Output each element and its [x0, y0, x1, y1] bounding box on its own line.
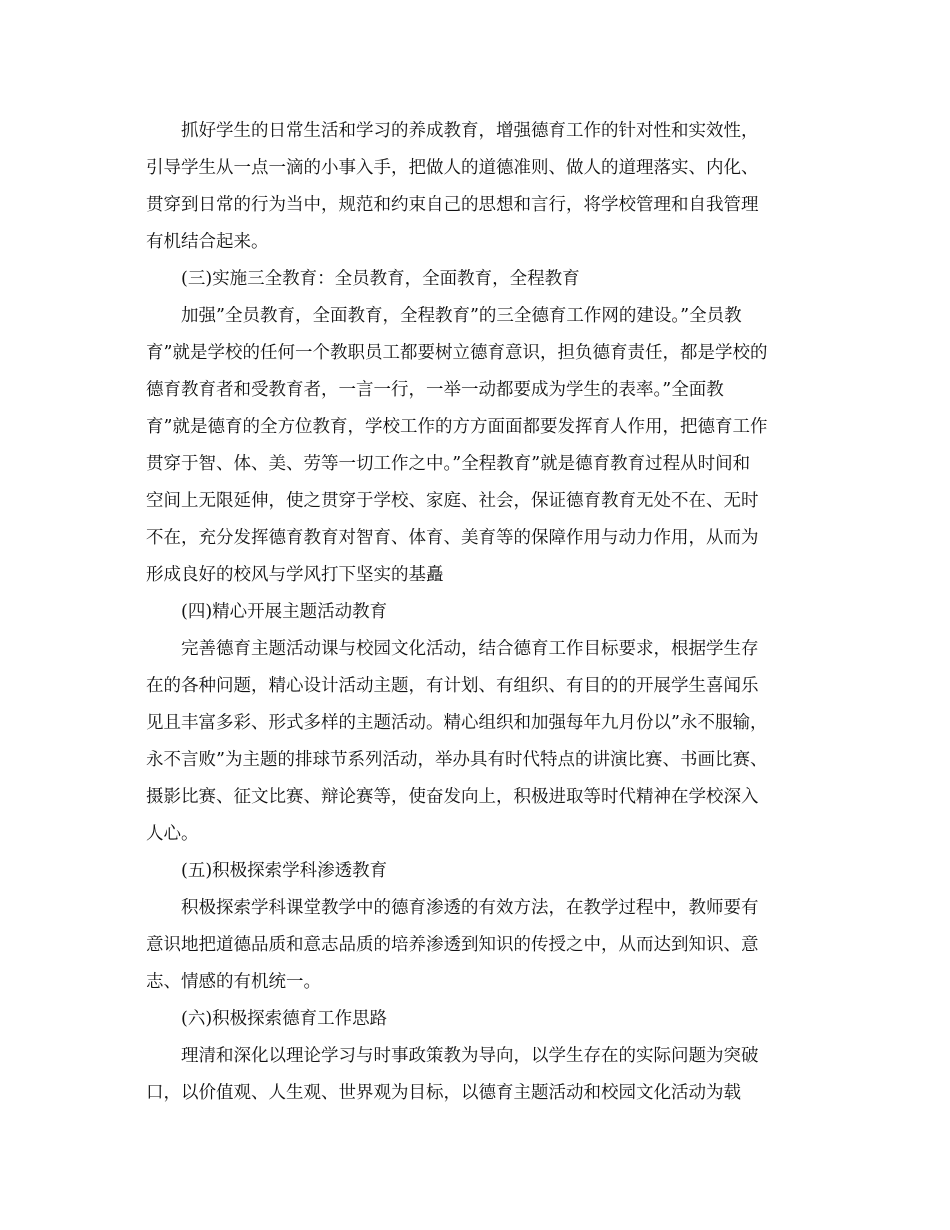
paragraph-line: 不在，充分发挥德育教育对智育、体育、美育等的保障作用与动力作用，从而为	[146, 528, 759, 548]
paragraph-line: 贯穿于智、体、美、劳等一切工作之中。”全程教育”就是德育教育过程从时间和	[146, 454, 751, 474]
paragraph-line: 志、情感的有机统一。	[146, 972, 321, 992]
paragraph-line: 引导学生从一点一滴的小事入手，把做人的道德准则、做人的道理落实、内化、	[146, 158, 759, 178]
paragraph-line: 有机结合起来。	[146, 232, 269, 252]
paragraph-line: 抓好学生的日常生活和学习的养成教育，增强德育工作的针对性和实效性，	[181, 121, 759, 141]
paragraph-line: 空间上无限延伸，使之贯穿于学校、家庭、社会，保证德育教育无处不在、无时	[146, 491, 759, 511]
paragraph-line: 理清和深化以理论学习与时事政策教为导向，以学生存在的实际问题为突破	[181, 1046, 759, 1066]
section-heading-4: (四)精心开展主题活动教育	[181, 602, 388, 622]
paragraph-line: 在的各种问题，精心设计活动主题，有计划、有组织、有目的的开展学生喜闻乐	[146, 676, 759, 696]
paragraph-line: 贯穿到日常的行为当中，规范和约束自己的思想和言行，将学校管理和自我管理	[146, 195, 759, 215]
section-heading-3: (三)实施三全教育：全员教育，全面教育，全程教育	[181, 269, 580, 289]
paragraph-line: 德育教育者和受教育者，一言一行，一举一动都要成为学生的表率。”全面教	[146, 380, 724, 400]
paragraph-line: 育”就是学校的任何一个教职员工都要树立德育意识，担负德育责任，都是学校的	[146, 343, 768, 363]
paragraph-line: 积极探索学科课堂教学中的德育渗透的有效方法，在教学过程中，教师要有	[181, 898, 759, 918]
paragraph-line: 摄影比赛、征文比赛、辩论赛等，使奋发向上，积极进取等时代精神在学校深入	[146, 787, 759, 807]
paragraph-line: 人心。	[146, 824, 199, 844]
paragraph-line: 完善德育主题活动课与校园文化活动，结合德育工作目标要求，根据学生存	[181, 639, 759, 659]
paragraph-line: 口，以价值观、人生观、世界观为目标，以德育主题活动和校园文化活动为载	[146, 1083, 741, 1103]
paragraph-line: 意识地把道德品质和意志品质的培养渗透到知识的传授之中，从而达到知识、意	[146, 935, 759, 955]
paragraph-line: 形成良好的校风与学风打下坚实的基矗	[146, 565, 444, 585]
paragraph-line: 永不言败”为主题的排球节系列活动，举办具有时代特点的讲演比赛、书画比赛、	[146, 750, 768, 770]
section-heading-5: (五)积极探索学科渗透教育	[181, 861, 388, 881]
paragraph-line: 见且丰富多彩、形式多样的主题活动。精心组织和加强每年九月份以”永不服输，	[146, 713, 768, 733]
paragraph-line: 加强”全员教育，全面教育，全程教育”的三全德育工作网的建设。”全员教	[181, 306, 742, 326]
paragraph-line: 育”就是德育的全方位教育，学校工作的方方面面都要发挥育人作用，把德育工作	[146, 417, 768, 437]
section-heading-6: (六)积极探索德育工作思路	[181, 1009, 388, 1029]
